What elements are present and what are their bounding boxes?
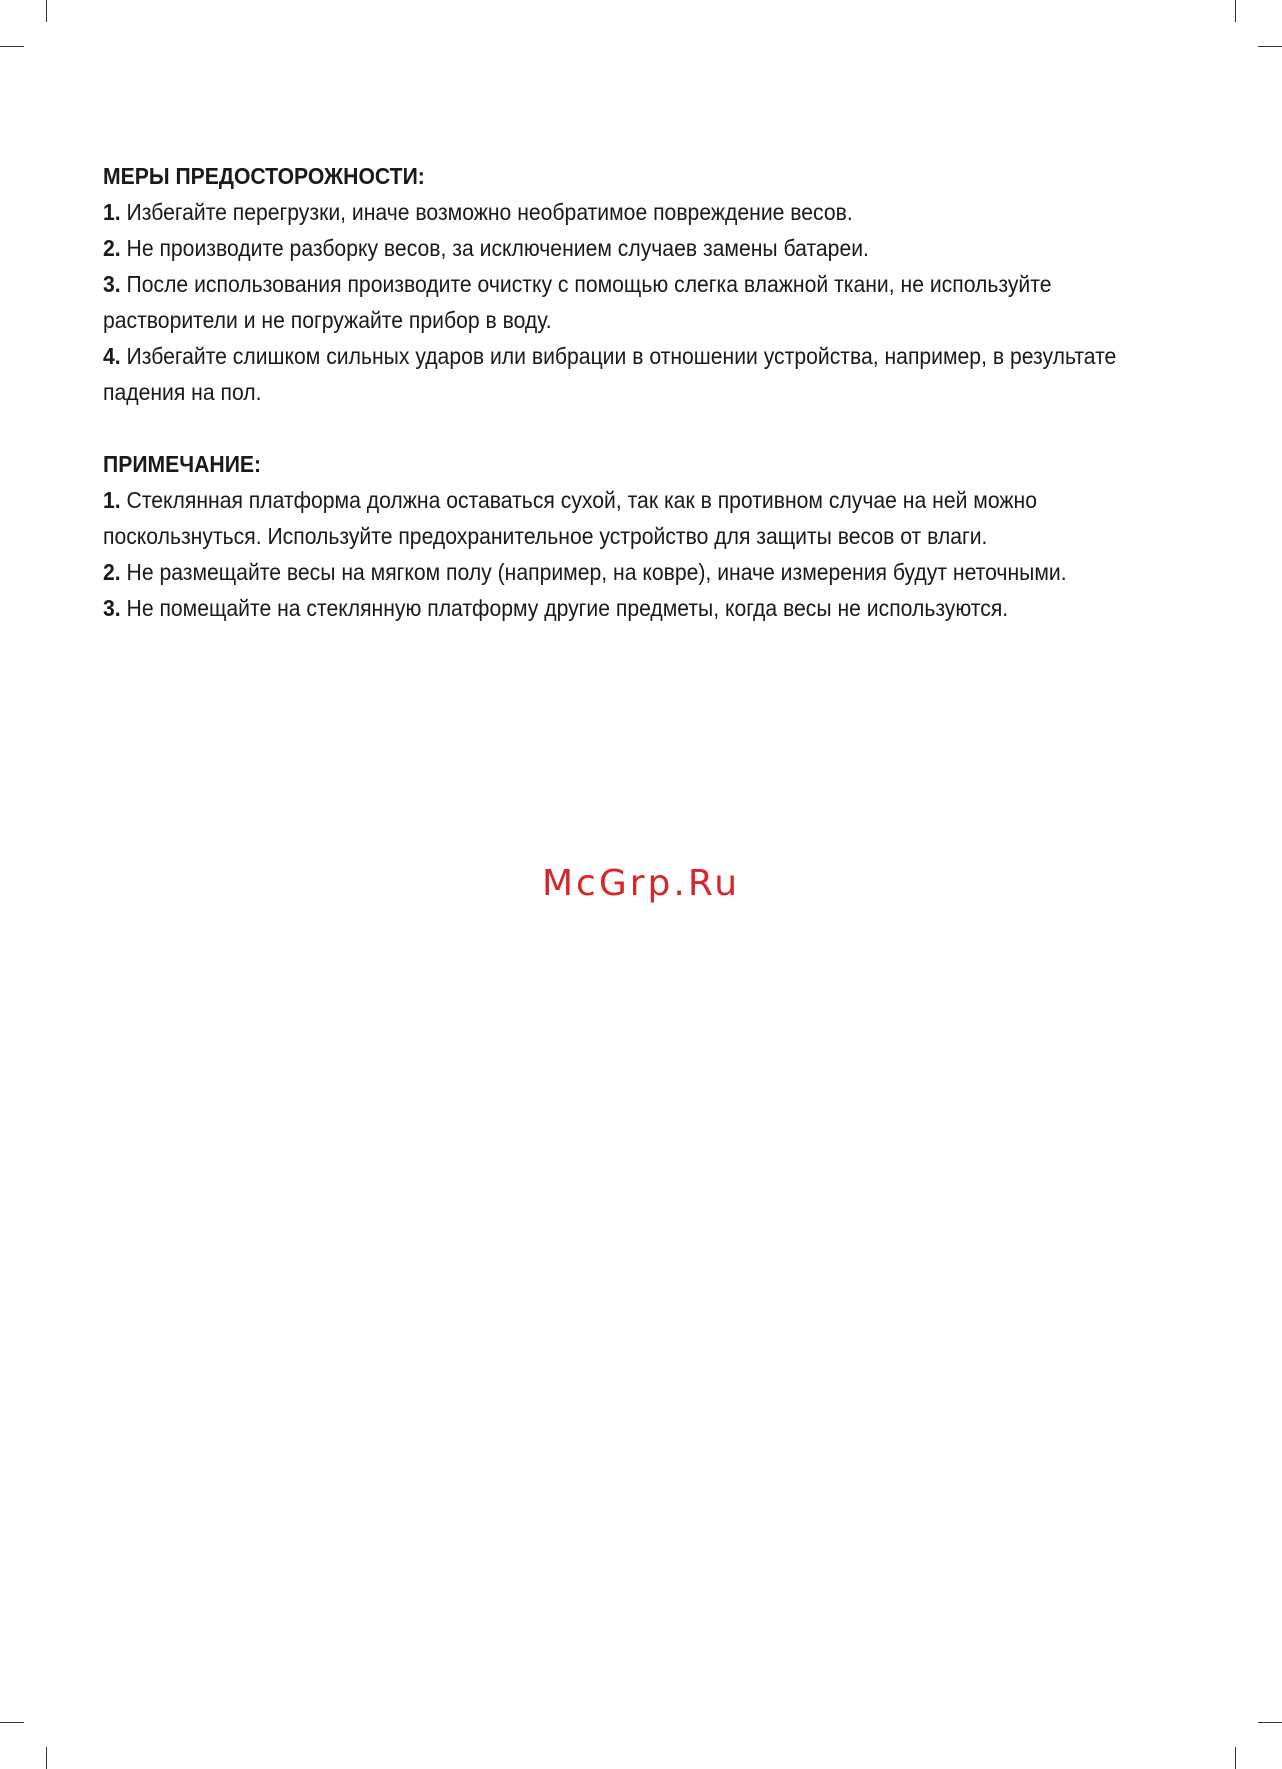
crop-mark-bottom-right-h (1258, 1722, 1282, 1723)
item-text: Избегайте перегрузки, иначе возможно необратимое повреждение весов. (120, 199, 853, 225)
precautions-section (103, 158, 1183, 410)
item-number: 1. (103, 199, 121, 225)
item-number: 3. (103, 595, 121, 621)
section-gap (103, 410, 1183, 446)
note-item (103, 590, 1179, 626)
item-number: 4. (103, 343, 121, 369)
item-text: Не размещайте весы на мягком полу (например, на ковре), иначе измерения будут неточными. (120, 559, 1067, 585)
item-number: 1. (103, 487, 121, 513)
crop-mark-top-left-h (0, 46, 24, 47)
precaution-item (103, 266, 1179, 338)
item-text: Стеклянная платформа должна оставаться сухой, так как в противном случае на ней можно поскользнуться. Используйте предохранительное устройство для защиты весов от влаги. (103, 487, 1037, 549)
crop-mark-bottom-left (46, 1747, 47, 1769)
crop-mark-top-left (46, 0, 47, 22)
crop-mark-bottom-right (1235, 1747, 1236, 1769)
precautions-heading: МЕРЫ ПРЕДОСТОРОЖНОСТИ: (103, 163, 425, 189)
item-text: Не производите разборку весов, за исключением случаев замены батареи. (120, 235, 869, 261)
item-text: Не помещайте на стеклянную платформу другие предметы, когда весы не используются. (120, 595, 1009, 621)
note-section (103, 446, 1183, 626)
precaution-item (103, 230, 1179, 266)
item-number: 2. (103, 235, 121, 261)
item-number: 3. (103, 271, 121, 297)
note-item (103, 482, 1179, 554)
note-heading: ПРИМЕЧАНИЕ: (103, 451, 262, 477)
precaution-item (103, 194, 1179, 230)
precaution-item (103, 338, 1179, 410)
crop-mark-top-right-h (1258, 46, 1282, 47)
item-text: После использования производите очистку с помощью слегка влажной ткани, не используйте растворители и не погружайте прибор в воду. (103, 271, 1052, 333)
item-text: Избегайте слишком сильных ударов или вибрации в отношении устройства, например, в результате падения на пол. (103, 343, 1117, 405)
document-body (103, 158, 1183, 626)
crop-mark-bottom-left-h (0, 1722, 24, 1723)
crop-mark-top-right (1235, 0, 1236, 22)
watermark-logo: McGrp.Ru (541, 863, 741, 904)
item-number: 2. (103, 559, 121, 585)
note-item (103, 554, 1179, 590)
